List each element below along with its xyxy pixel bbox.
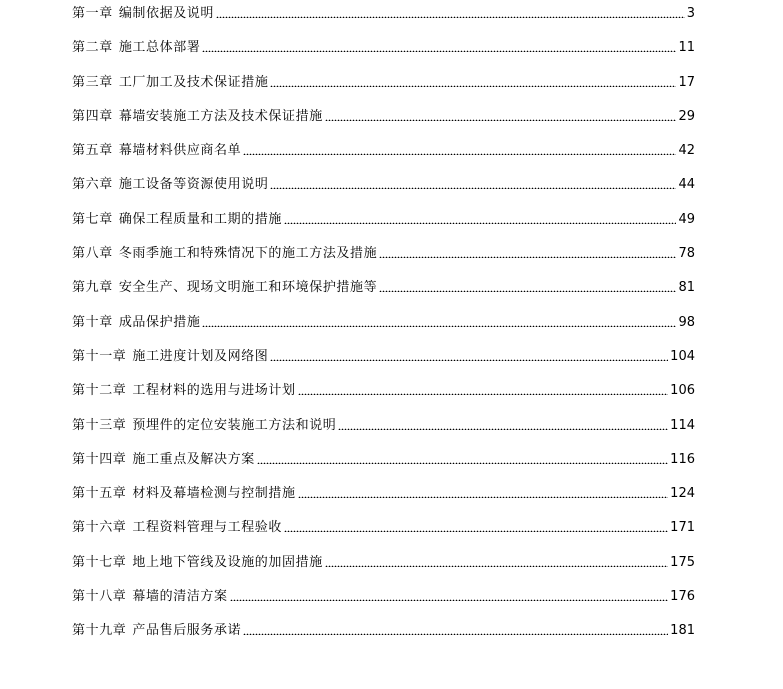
toc-entry[interactable] bbox=[72, 343, 695, 377]
toc-chapter-title: 幕墙材料供应商名单 bbox=[118, 143, 242, 159]
toc-page-number: 17 bbox=[678, 74, 695, 90]
toc-chapter-title: 工程材料的选用与进场计划 bbox=[132, 383, 296, 399]
toc-dot-leader bbox=[379, 246, 676, 258]
toc-entry[interactable] bbox=[72, 274, 695, 308]
toc-entry[interactable] bbox=[72, 69, 695, 103]
toc-chapter-number: 第九章 bbox=[72, 280, 113, 296]
toc-entry[interactable] bbox=[72, 412, 695, 446]
toc-page-number: 49 bbox=[678, 211, 695, 227]
toc-page-number: 106 bbox=[670, 383, 695, 399]
toc-entry[interactable] bbox=[72, 549, 695, 583]
toc-entry[interactable] bbox=[72, 480, 695, 514]
toc-dot-leader bbox=[284, 212, 676, 224]
toc-chapter-title: 地上地下管线及设施的加固措施 bbox=[132, 554, 323, 570]
toc-entry[interactable] bbox=[72, 171, 695, 205]
toc-chapter-number: 第七章 bbox=[72, 211, 113, 227]
toc-page-number: 176 bbox=[670, 589, 695, 605]
toc-chapter-title: 幕墙的清洁方案 bbox=[132, 589, 228, 605]
toc-dot-leader bbox=[338, 418, 668, 430]
toc-chapter-number: 第一章 bbox=[72, 6, 113, 21]
toc-chapter-number: 第五章 bbox=[72, 143, 113, 159]
toc-chapter-title: 施工进度计划及网络图 bbox=[132, 348, 269, 364]
toc-entry[interactable] bbox=[72, 583, 695, 617]
toc-chapter-title: 成品保护措施 bbox=[118, 314, 201, 330]
toc-chapter-title: 产品售后服务承诺 bbox=[132, 623, 242, 639]
toc-dot-leader bbox=[284, 520, 668, 532]
toc-chapter-number: 第八章 bbox=[72, 246, 113, 262]
toc-dot-leader bbox=[298, 383, 669, 395]
toc-chapter-title: 幕墙安装施工方法及技术保证措施 bbox=[118, 108, 323, 124]
toc-page-number: 98 bbox=[678, 314, 695, 330]
toc-page-number: 181 bbox=[670, 623, 695, 639]
toc-page-number: 3 bbox=[686, 6, 695, 21]
toc-chapter-number: 第十四章 bbox=[72, 451, 127, 467]
toc-chapter-number: 第十九章 bbox=[72, 623, 127, 639]
toc-chapter-number: 第四章 bbox=[72, 108, 113, 124]
toc-chapter-number: 第十三章 bbox=[72, 417, 127, 433]
toc-entry[interactable] bbox=[72, 240, 695, 274]
toc-dot-leader bbox=[202, 315, 676, 327]
toc-dot-leader bbox=[325, 555, 668, 567]
toc-chapter-number: 第十五章 bbox=[72, 486, 127, 502]
toc-chapter-title: 编制依据及说明 bbox=[118, 6, 215, 21]
toc-dot-leader bbox=[230, 589, 669, 601]
toc-dot-leader bbox=[243, 623, 668, 635]
toc-dot-leader bbox=[243, 143, 676, 155]
toc-page-number: 104 bbox=[670, 348, 695, 364]
toc-dot-leader bbox=[257, 452, 668, 464]
toc-dot-leader bbox=[270, 75, 676, 87]
toc-chapter-number: 第十二章 bbox=[72, 383, 127, 399]
toc-dot-leader bbox=[202, 40, 676, 52]
toc-chapter-number: 第十六章 bbox=[72, 520, 127, 536]
toc-chapter-title: 施工总体部署 bbox=[118, 40, 201, 56]
toc-entry[interactable] bbox=[72, 514, 695, 548]
toc-chapter-title: 工程资料管理与工程验收 bbox=[132, 520, 283, 536]
toc-dot-leader bbox=[216, 6, 685, 18]
toc-chapter-title: 确保工程质量和工期的措施 bbox=[118, 211, 283, 227]
toc-page-number: 44 bbox=[678, 177, 695, 193]
toc-chapter-number: 第十一章 bbox=[72, 348, 127, 364]
toc-dot-leader bbox=[325, 109, 677, 121]
toc-chapter-title: 预埋件的定位安装施工方法和说明 bbox=[132, 417, 337, 433]
toc-page-number: 171 bbox=[670, 520, 695, 536]
toc-chapter-number: 第十章 bbox=[72, 314, 113, 330]
toc-entry[interactable] bbox=[72, 206, 695, 240]
toc-dot-leader bbox=[270, 177, 676, 189]
toc-page-number: 11 bbox=[678, 40, 695, 56]
toc-dot-leader bbox=[270, 349, 668, 361]
table-of-contents bbox=[72, 0, 695, 652]
toc-page-number: 124 bbox=[670, 486, 695, 502]
toc-page-number: 175 bbox=[670, 554, 695, 570]
toc-page-number: 81 bbox=[678, 280, 695, 296]
toc-entry[interactable] bbox=[72, 34, 695, 68]
toc-chapter-number: 第二章 bbox=[72, 40, 113, 56]
toc-page-number: 29 bbox=[678, 108, 695, 124]
toc-entry[interactable] bbox=[72, 446, 695, 480]
toc-dot-leader bbox=[379, 280, 676, 292]
toc-chapter-number: 第十八章 bbox=[72, 589, 127, 605]
toc-chapter-title: 施工设备等资源使用说明 bbox=[118, 177, 269, 193]
toc-page-number: 78 bbox=[678, 246, 695, 262]
toc-chapter-title: 安全生产、现场文明施工和环境保护措施等 bbox=[118, 280, 378, 296]
toc-chapter-title: 工厂加工及技术保证措施 bbox=[118, 74, 269, 90]
toc-entry[interactable] bbox=[72, 377, 695, 411]
toc-page-number: 42 bbox=[678, 143, 695, 159]
toc-entry[interactable] bbox=[72, 137, 695, 171]
toc-page-number: 116 bbox=[670, 451, 695, 467]
toc-chapter-number: 第十七章 bbox=[72, 554, 127, 570]
toc-chapter-title: 材料及幕墙检测与控制措施 bbox=[132, 486, 296, 502]
toc-entry[interactable] bbox=[72, 103, 695, 137]
toc-entry[interactable] bbox=[72, 617, 695, 651]
toc-chapter-number: 第六章 bbox=[72, 177, 113, 193]
toc-entry[interactable] bbox=[72, 0, 695, 34]
toc-chapter-number: 第三章 bbox=[72, 74, 113, 90]
toc-dot-leader bbox=[298, 486, 669, 498]
toc-entry[interactable] bbox=[72, 309, 695, 343]
toc-chapter-title: 施工重点及解决方案 bbox=[132, 451, 255, 467]
toc-page-number: 114 bbox=[670, 417, 695, 433]
toc-chapter-title: 冬雨季施工和特殊情况下的施工方法及措施 bbox=[118, 246, 378, 262]
